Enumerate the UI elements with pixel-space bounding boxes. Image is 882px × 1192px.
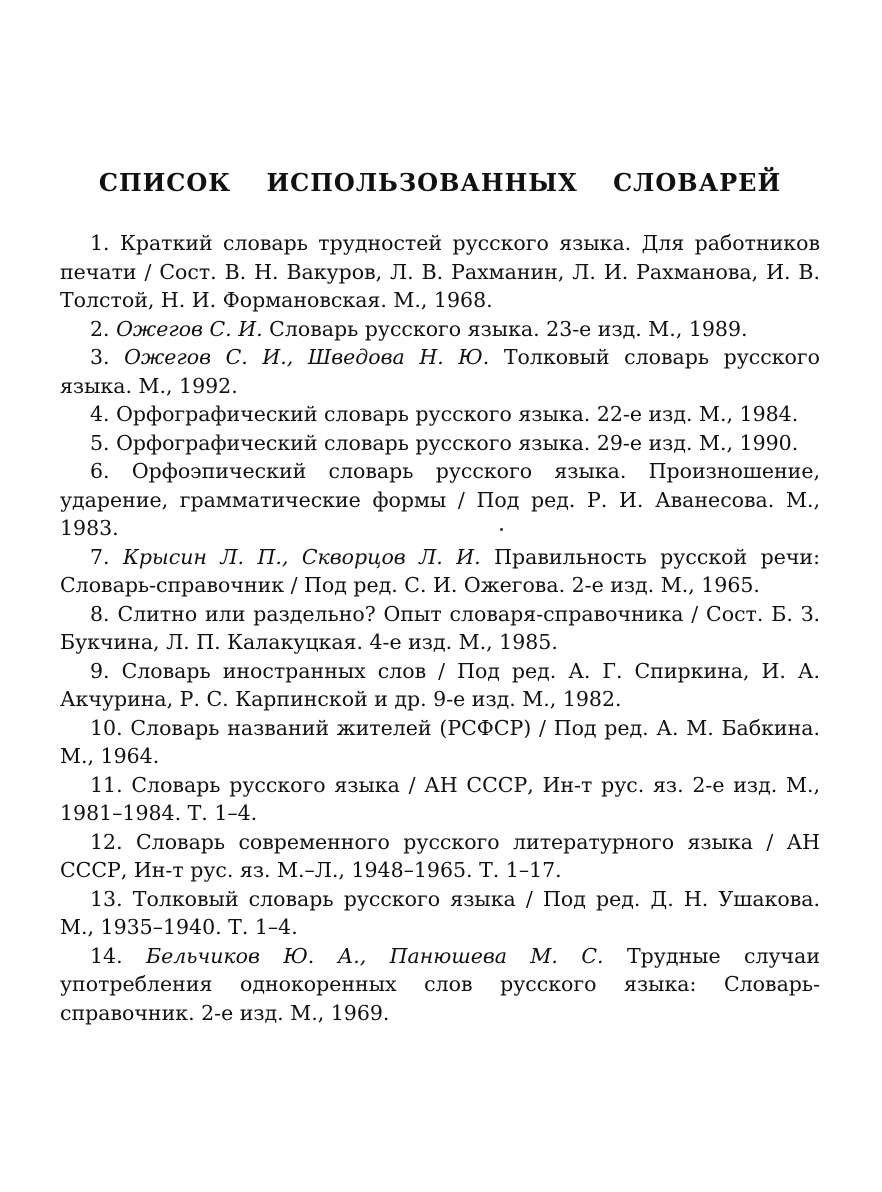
list-item: [60, 400, 820, 429]
entry-text: Толковый словарь русского языка / Под ред. Д. Н. Ушакова. М., 1935–1940. Т. 1–4.: [60, 886, 820, 939]
entry-text: Орфоэпический словарь русского языка. Произношение, ударение, грамматические формы / Под ред. Р. И. Аванесова. М., 1983.: [60, 459, 820, 540]
entry-number: 9.: [90, 658, 110, 683]
entry-text: Слитно или раздельно? Опыт словаря-справочника / Сост. Б. З. Букчина, Л. П. Калакуцкая. 4-е изд. М., 1985.: [60, 601, 820, 654]
entry-number: 11.: [90, 772, 123, 797]
entry-text: Словарь современного русского литературного языка / АН СССР, Ин-т рус. яз. М.–Л., 1948–1965. Т. 1–17.: [60, 829, 820, 882]
entry-number: 7.: [90, 544, 110, 569]
entry-number: 10.: [90, 715, 123, 740]
entry-text: Словарь названий жителей (РСФСР) / Под ред. А. М. Бабкина. М., 1964.: [60, 715, 820, 768]
entry-text: Орфографический словарь русского языка. 22-е изд. М., 1984.: [116, 402, 799, 426]
list-item: [60, 828, 820, 885]
entry-number: 8.: [90, 601, 110, 626]
entry-text: Толковый словарь русского языка. М., 1992.: [60, 345, 820, 398]
entry-number: 4.: [90, 402, 110, 426]
entry-text: Правильность русской речи: Словарь-справочник / Под ред. С. И. Ожегова. 2-е изд. М., 1965.: [60, 544, 820, 597]
list-item: [60, 771, 820, 828]
list-item: [60, 885, 820, 942]
entry-author: Ожегов С. И., Шведова Н. Ю.: [124, 345, 490, 369]
entry-text: Словарь русского языка. 23-е изд. М., 1989.: [269, 316, 748, 341]
list-item: [60, 600, 820, 657]
entry-text: Словарь иностранных слов / Под ред. А. Г. Спиркина, И. А. Акчурина, Р. С. Карпинской и др. 9-е изд. М., 1982.: [60, 658, 820, 711]
list-item: [60, 343, 820, 400]
entry-number: 6.: [90, 459, 110, 483]
page-title: СПИСОК ИСПОЛЬЗОВАННЫХ СЛОВАРЕЙ: [98, 168, 782, 197]
list-item: [60, 429, 820, 458]
entry-text: Орфографический словарь русского языка. 29-е изд. М., 1990.: [116, 430, 799, 455]
entry-author: Крысин Л. П., Скворцов Л. И.: [123, 544, 481, 569]
entry-text: Словарь русского языка / АН СССР, Ин-т рус. яз. 2-е изд. М., 1981–1984. Т. 1–4.: [60, 772, 820, 825]
list-item: [60, 543, 820, 600]
list-item: [60, 229, 820, 315]
entry-author: Бельчиков Ю. А., Панюшева М. С.: [146, 943, 604, 968]
list-item: [60, 315, 820, 344]
entry-number: 2.: [90, 316, 110, 341]
dictionary-list: [60, 229, 820, 1027]
entry-text: Трудные случаи употребления однокоренных слов русского языка: Словарь-справочник. 2-е изд. М., 1969.: [60, 943, 820, 1025]
entry-number: 13.: [90, 886, 123, 911]
list-item: [60, 942, 820, 1028]
entry-number: 12.: [90, 829, 123, 854]
document-page: [60, 165, 820, 1027]
entry-text: Краткий словарь трудностей русского языка. Для работников печати / Сост. В. Н. Вакуров, Л. В. Рахманин, Л. И. Рахманова, И. В. Толстой, Н. И. Формановская. М., 1968.: [60, 231, 820, 312]
entry-number: 14.: [90, 943, 123, 968]
list-item: [60, 714, 820, 771]
entry-number: 5.: [90, 430, 110, 455]
entry-author: Ожегов С. И.: [116, 316, 263, 341]
entry-number: 1.: [90, 231, 110, 255]
print-speck: [500, 528, 503, 531]
entry-number: 3.: [90, 345, 110, 369]
list-item: [60, 657, 820, 714]
list-item: [60, 457, 820, 543]
